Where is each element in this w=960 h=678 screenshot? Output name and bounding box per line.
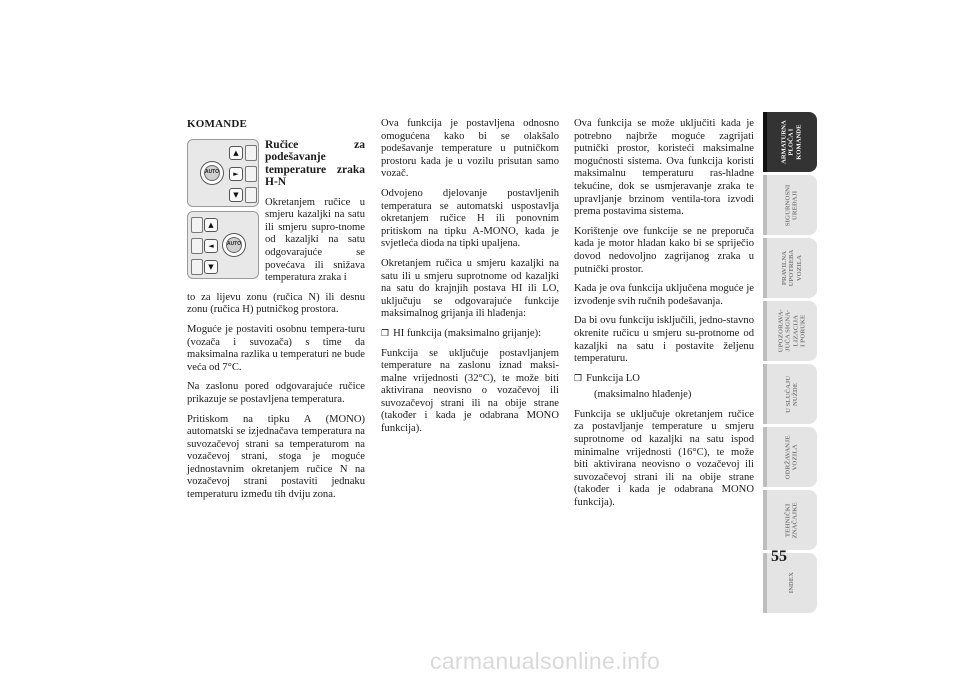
paragraph: Funkcija se uključuje postavljanjem temperature na zaslonu iznad maksi-malne vrijednosti (32°C), te može biti aktivirana neovisno o vozačevoj ili suvozačevoj strani ili na obije strane (također i kada je odabrana MONO funkcija).: [381, 347, 559, 435]
paragraph: Funkcija se uključuje okretanjem ručice za postavljanje temperature u smjeru suprotnome od kazaljki na satu ispod minimalne vrijednosti (16°C), te može biti aktivirana neovisno o vozačevoj ili suvozačevoj strani ili na obije strane (također i kada je odabrana MONO funkcija).: [574, 408, 754, 509]
tab-index[interactable]: INDEX: [763, 553, 817, 613]
button-pad-icon: [191, 238, 203, 254]
section-heading: KOMANDE: [187, 118, 248, 130]
auto-knob: AUTO: [223, 234, 245, 256]
tab-pravilna-upotreba[interactable]: PRAVILNA UPOTREBA VOZILA: [763, 238, 817, 298]
paragraph: Korištenje ove funkcije se ne preporuča kada je motor hladan kako bi se spriječio dovod nedovoljno zagrijanog zraka u putnički prostor.: [574, 225, 754, 275]
column-3: [574, 118, 754, 517]
paragraph: Okretanjem ručica u smjeru kazaljki na satu ili u smjeru suprotnome od kazaljki na satu do krajnjih postava HI ili LO, uključuju se odgovarajuće funkcije maksimalnog grijanja ili hlađenja:: [381, 257, 559, 320]
up-arrow-icon: ▲: [204, 218, 218, 232]
paragraph: Na zaslonu pored odgovarajuće ručice prikazuje se postavljena temperatura.: [187, 381, 365, 405]
down-arrow-icon: ▼: [229, 188, 243, 202]
watermark: carmanualsonline.info: [430, 648, 661, 674]
paragraph: Ova funkcija se može uključiti kada je potrebno najbrže moguće zagrijati putnički prostor, koristeći maksimalne mogućnosti sistema. Ova funkcija koristi maksimalnu temperaturu ras-hladne tekućine, dok se usmjeravanje zraka te upravljanje brzinom ventila-tora izvodi prema postavima sistema.: [574, 118, 754, 218]
right-arrow-icon: ►: [229, 167, 243, 181]
button-pad-icon: [245, 187, 257, 203]
controls-figure-row: [187, 139, 365, 292]
page-number: 55: [771, 548, 787, 565]
column-1: [187, 118, 365, 509]
paragraph: Moguće je postaviti osobnu tempera-turu (vozača i suvozača) s time da maksimalna razlika u temperaturi ne bude veća od 7°C.: [187, 323, 365, 373]
bullet-item: ❐ HI funkcija (maksimalno grijanje):: [381, 327, 542, 339]
left-arrow-icon: ◄: [204, 239, 218, 253]
tab-sigurnosni-uredaji[interactable]: SIGURNOSNI UREĐAJI: [763, 175, 817, 235]
paragraph: Pritiskom na tipku A (MONO) automatski se izjednačava temperatura na suvozačevoj strani sa temperaturom na vozačevoj strani, stoga je moguće jednostavnim okretanjem ručice N na vozačevoj strani postaviti jednaku temperaturu između tih dviju zona.: [187, 413, 365, 501]
left-control-panel-image: [187, 211, 259, 279]
right-control-panel-image: [187, 139, 259, 207]
tab-armaturna-ploca[interactable]: ARMATURNA PLOČA I KOMANDE: [763, 112, 817, 172]
paragraph: to za lijevu zonu (ručica N) ili desnu zonu (ručica H) putničkog prostora.: [187, 291, 365, 316]
side-paragraph: Okretanjem ručice u smjeru kazaljki na satu ili smjeru supro-tnome od kazaljki na satu odgovarajuće se povećava ili snižava temperatura zraka i: [265, 196, 365, 284]
tab-upozoravajuca-signalizacija[interactable]: UPOZORAVA- JUĆA SIGNA- LIZACIJA I PORUKE: [763, 301, 817, 361]
paragraph: Da bi ovu funkciju isključili, jedno-stavno okrenite ručicu u smjeru su-protnome od kazaljki na satu i postavite željenu temperaturu.: [574, 315, 754, 365]
chapter-tabs: [763, 112, 817, 616]
down-arrow-icon: ▼: [204, 260, 218, 274]
subheading: Ručice za podešavanje temperature zraka H-N: [265, 138, 365, 189]
controls-figures: [187, 139, 259, 292]
button-pad-icon: [245, 166, 257, 182]
button-pad-icon: [191, 259, 203, 275]
checkbox-bullet-icon: ❐: [381, 328, 390, 339]
up-arrow-icon: ▲: [229, 146, 243, 160]
tab-u-slucaju-nuzde[interactable]: U SLUČAJU NUŽDE: [763, 364, 817, 424]
figure-caption: [265, 139, 365, 292]
paragraph: Ova funkcija je postavljena odnosno omogućena kako bi se olakšalo podešavanje temperature u putničkom prostoru kada je u vozilu prisutan samo vozač.: [381, 118, 559, 180]
button-pad-icon: [191, 217, 203, 233]
auto-knob: AUTO: [201, 162, 223, 184]
paragraph: Kada je ova funkcija uključena moguće je izvođenje svih ručnih podešavanja.: [574, 283, 754, 307]
button-pad-icon: [245, 145, 257, 161]
bullet-subtext: (maksimalno hlađenje): [594, 389, 692, 401]
column-2: [381, 118, 559, 443]
paragraph: Odvojeno djelovanje postavljenih temperatura se automatski uspostavlja okretanjem ručice H ili ponovnim pritiskom na tipku A-MONO, kada je svjetleća dioda na tipki upaljena.: [381, 187, 559, 250]
checkbox-bullet-icon: ❐: [574, 373, 583, 384]
tab-odrzavanje-vozila[interactable]: ODRŽAVANJE VOZILA: [763, 427, 817, 487]
tab-tehnicki-znacajke[interactable]: TEHNIČKI ZNAČAJKE: [763, 490, 817, 550]
bullet-item: ❐ Funkcija LO: [574, 372, 640, 384]
